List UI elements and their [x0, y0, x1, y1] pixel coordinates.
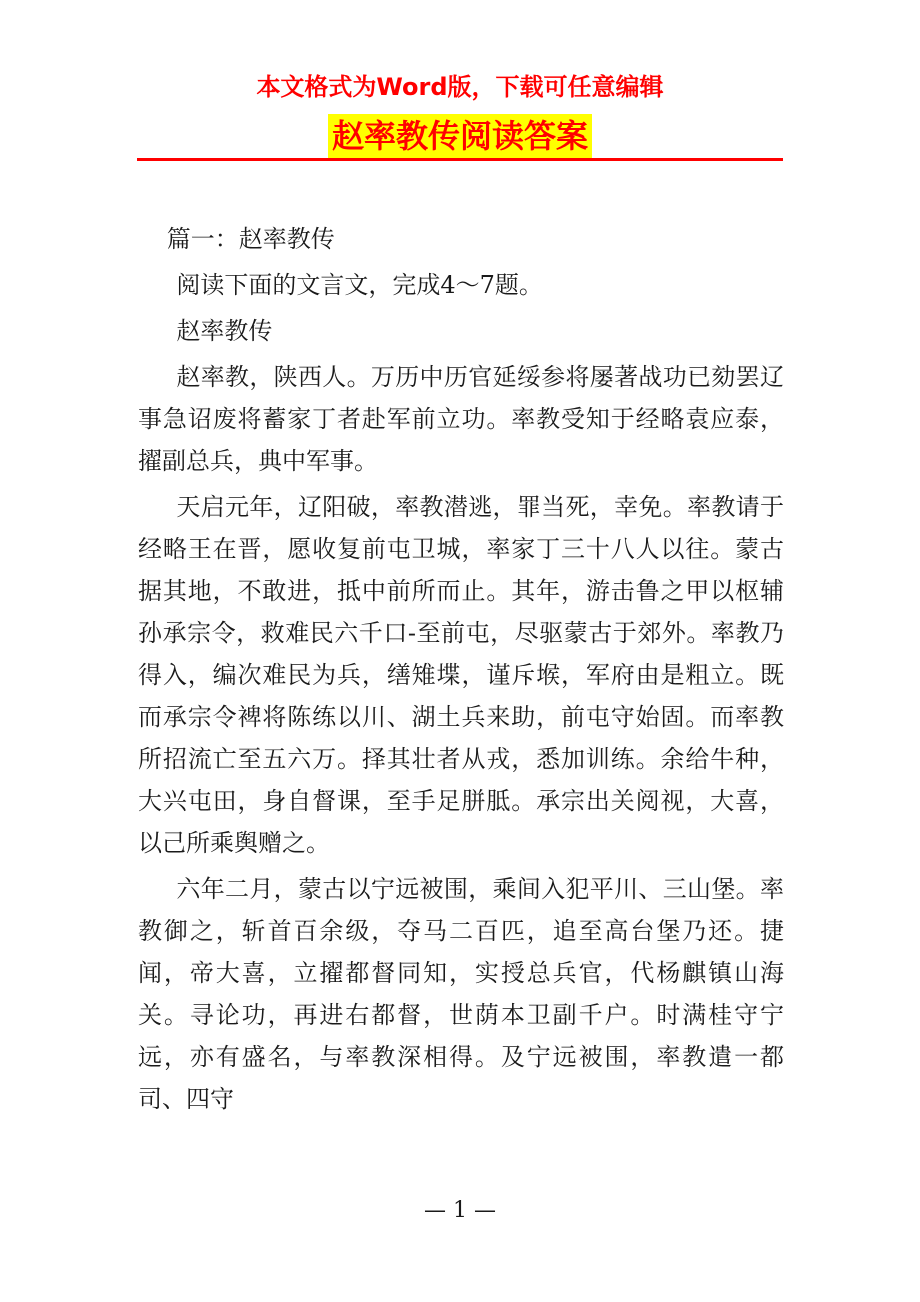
- document-title: 赵率教传阅读答案: [328, 114, 592, 158]
- document-body: [138, 218, 784, 1124]
- passage-title: 赵率教传: [176, 317, 273, 345]
- paragraph-1: 赵率教，陕西人。万历中历官延绥参将屡著战功已劾罢辽事急诏废将蓄家丁者赴军前立功。率教受知于经略袁应泰，擢副总兵，典中军事。: [138, 363, 784, 475]
- header-divider: [137, 158, 783, 161]
- section-heading: 篇一：赵率教传: [166, 225, 335, 253]
- paragraph-3: 六年二月，蒙古以宁远被围，乘间入犯平川、三山堡。率教御之，斩首百余级，夺马二百匹，追至高台堡乃还。捷闻，帝大喜，立擢都督同知，实授总兵官，代杨麒镇山海关。寻论功，再进右都督，世荫本卫副千户。时满桂守宁远，亦有盛名，与率教深相得。及宁远被围，率教遣一都司、四守: [138, 875, 784, 1113]
- page-number: — 1 —: [424, 1198, 496, 1223]
- paragraph-2: 天启元年，辽阳破，率教潜逃，罪当死，幸免。率教请于经略王在晋，愿收复前屯卫城，率家丁三十八人以往。蒙古据其地，不敢进，抵中前所而止。其年，游击鲁之甲以枢辅孙承宗令，救难民六千口-至前屯，尽驱蒙古于郊外。率教乃得入，编次难民为兵，缮雉堞，谨斥堠，军府由是粗立。既而承宗令裨将陈练以川、湖土兵来助，前屯守始固。而率教所招流亡至五六万。择其壮者从戎，悉加训练。余给牛种，大兴屯田，身自督课，至手足胼胝。承宗出关阅视，大喜，以己所乘舆赠之。: [138, 493, 784, 857]
- instruction-text: 阅读下面的文言文，完成4～7题。: [176, 271, 543, 299]
- title-container: [0, 114, 920, 158]
- format-notice: 本文格式为Word版，下载可任意编辑: [256, 73, 664, 101]
